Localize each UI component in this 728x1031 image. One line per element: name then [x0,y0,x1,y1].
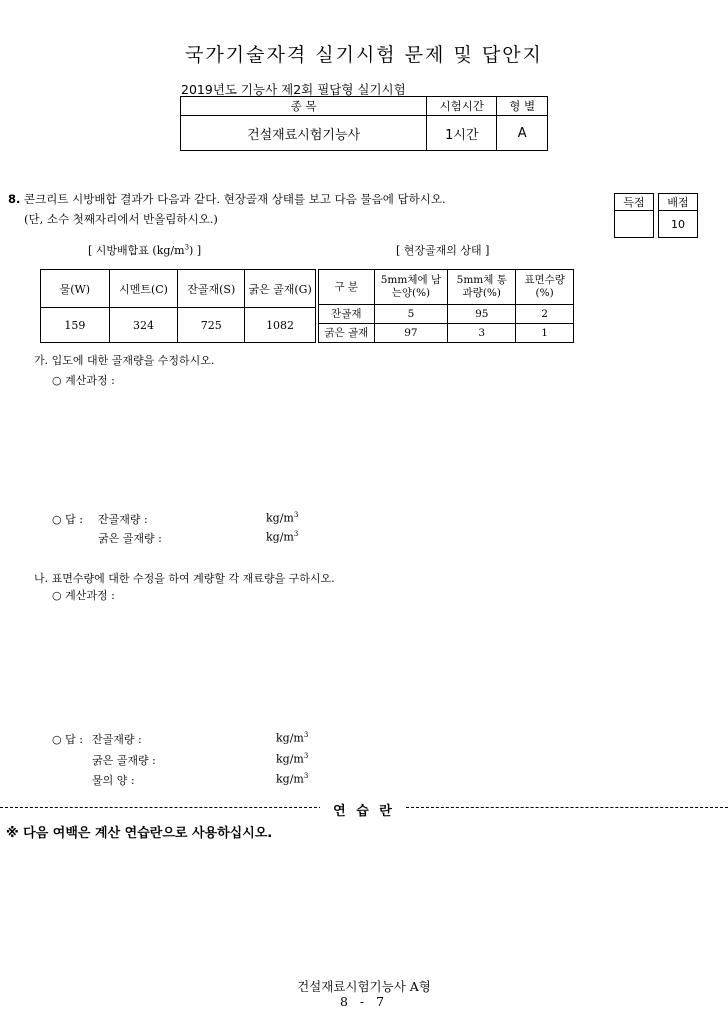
exam-name: 2019년도 기능사 제2회 필답형 실기시험 [181,82,406,97]
agg-row-surface: 1 [516,324,574,343]
agg-row-retained: 97 [374,324,448,343]
part-a-answer-prefix: ○ 답 : [52,513,83,526]
part-b-coarse-unit: $kg/m^3$ [276,752,309,766]
mix-header-fine: 잔골재(S) [178,270,245,308]
exam-info-table [180,96,548,151]
mix-value-fine: 725 [178,308,245,343]
practice-label: 연 습 란 [320,800,408,819]
part-b-coarse-label: 굵은 골재량 : [92,754,156,767]
type-value: A [497,116,548,151]
question-number: 8. [8,192,21,206]
score-label: 득점 [615,194,654,211]
part-b-answer-prefix: ○ 답 : [52,733,83,746]
part-a-fine-label: 잔골재량 : [98,513,148,526]
mix-table-caption: [ 시방배합표 $(kg/m^3)$ ] [88,243,202,257]
score-box [614,193,698,238]
mix-value-coarse: 1082 [245,308,316,343]
agg-row-passing: 95 [448,305,516,324]
subject-value: 건설재료시험기능사 [181,116,427,151]
separator-line-left [0,807,322,808]
agg-header-surface: 표면수량(%) [516,270,574,305]
question-block [8,189,446,229]
agg-row-name: 굵은 골재 [319,324,375,343]
footer-subject: 건설재료시험기능사 A형 [297,979,431,994]
part-b-process: ○ 계산과정 : [52,589,115,602]
part-a-coarse-unit: $kg/m^3$ [266,530,299,544]
agg-header-retained: 5mm체에 남는양(%) [374,270,448,305]
agg-table-caption: [ 현장골재의 상태 ] [396,244,490,257]
part-a-coarse-label: 굵은 골재량 : [98,532,162,545]
practice-separator [0,800,728,819]
time-value: 1시간 [427,116,497,151]
practice-note: ※ 다음 여백은 계산 연습란으로 사용하십시오. [6,826,273,841]
mix-header-cement: 시멘트(C) [109,270,178,308]
mix-value-cement: 324 [109,308,178,343]
question-text: 콘크리트 시방배합 결과가 다음과 같다. 현장골재 상태를 보고 다음 물음에 답하시오. [24,192,446,206]
mix-header-coarse: 굵은 골재(G) [245,270,316,308]
part-a-title: 가. 입도에 대한 골재량을 수정하시오. [34,354,215,367]
page-title: 국가기술자격 실기시험 문제 및 답안지 [185,44,543,66]
agg-row-name: 잔골재 [319,305,375,324]
page-number: 8 - 7 [339,994,389,1009]
agg-row-retained: 5 [374,305,448,324]
agg-header-division: 구 분 [319,270,375,305]
part-a-process: ○ 계산과정 : [52,374,115,387]
agg-header-passing: 5mm체 통과량(%) [448,270,516,305]
score-value[interactable] [615,211,654,238]
part-b-water-unit: $kg/m^3$ [276,772,309,786]
part-b-water-label: 물의 양 : [92,774,135,787]
agg-row-passing: 3 [448,324,516,343]
aggregate-table [318,269,574,343]
part-a-fine-unit: $kg/m^3$ [266,511,299,525]
mix-value-water: 159 [41,308,110,343]
mix-header-water: 물(W) [41,270,110,308]
separator-line-right [406,807,728,808]
points-label: 배점 [659,194,698,211]
part-b-fine-label: 잔골재량 : [92,733,142,746]
mix-design-table [40,269,316,343]
subject-header: 종 목 [181,97,427,116]
part-b-title: 나. 표면수량에 대한 수정을 하여 계량할 각 재료량을 구하시오. [34,572,335,585]
part-b-fine-unit: $kg/m^3$ [276,731,309,745]
question-note: (단, 소수 첫째자리에서 반올림하시오.) [24,212,218,226]
points-value: 10 [659,211,698,238]
type-header: 형 별 [497,97,548,116]
time-header: 시험시간 [427,97,497,116]
agg-row-surface: 2 [516,305,574,324]
